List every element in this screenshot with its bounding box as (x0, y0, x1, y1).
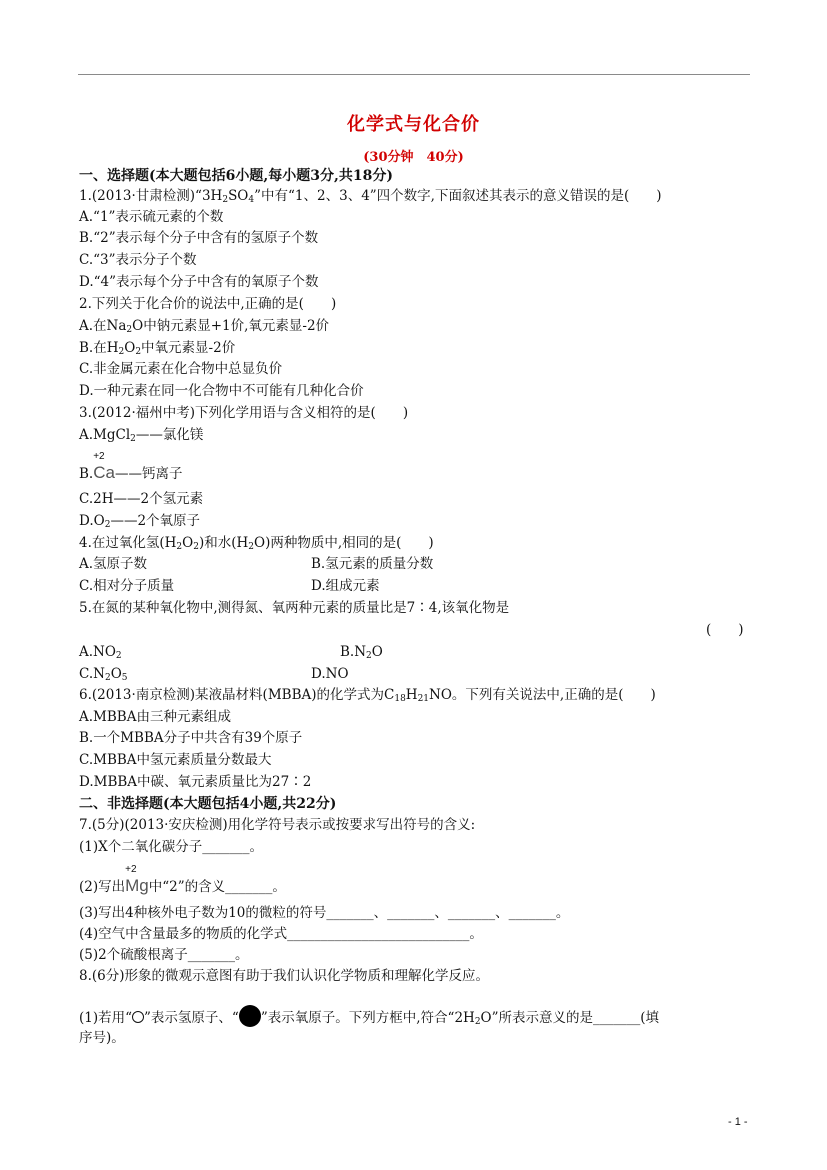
q3-option-b: B. +2 Ca——钙离子 (79, 451, 183, 482)
q4-stem: 4.在过氧化氢$(H_2O_2)$和水$(H_2O)$两种物质中,相同的是( ) (79, 535, 434, 552)
q3-option-c: C.2H——2个氢元素 (79, 491, 204, 507)
filled-circle-icon (239, 1005, 261, 1027)
q3-stem: 3.(2012·福州中考)下列化学用语与含义相符的是( ) (79, 405, 409, 421)
calcium-charge: +2 (93, 451, 105, 462)
q6-option-c: C.MBBA中氢元素质量分数最大 (79, 752, 272, 768)
q4-option-c: C.相对分子质量 (79, 578, 175, 594)
section2-heading: 二、非选择题(本大题包括4小题,共22分) (79, 796, 337, 812)
q2-option-b: B.在$H_2O_2$中氧元素显-2价 (79, 340, 236, 357)
q2-option-d: D.一种元素在同一化合物中不可能有几种化合价 (79, 383, 364, 399)
header-rule (78, 74, 750, 75)
q5-option-b: $B.N_2O$ (340, 644, 383, 661)
q3-option-d: $D.O_2——2$个氧原子 (79, 513, 201, 530)
q5-option-a: $A.NO_2$ (79, 644, 122, 661)
q2-stem: 2.下列关于化合价的说法中,正确的是( ) (79, 296, 337, 312)
page-title: 化学式与化合价 (347, 114, 480, 135)
q6-option-d: D.MBBA中碳、氧元素质量比为27∶2 (79, 774, 312, 790)
q7-part3: (3)写出4种核外电子数为10的微粒的符号_______、_______、_______、_______。 (79, 905, 570, 921)
q5-answer-blank: ( ) (706, 622, 744, 638)
q1-option-d: D.“4”表示每个分子中含有的氧原子个数 (79, 274, 319, 290)
q1-option-c: C.“3”表示分子个数 (79, 252, 197, 268)
magnesium-charge: +2 (125, 864, 137, 875)
q8-part1: (1)若用“ ”表示氢原子、“ ”表示氧原子。下列方框中,符合“$2H_2O$”所表示意义的是_______(填 (79, 1005, 659, 1027)
q1-option-b: B.“2”表示每个分子中含有的氢原子个数 (79, 230, 319, 246)
q8-stem: 8.(6分)形象的微观示意图有助于我们认识化学物质和理解化学反应。 (79, 968, 490, 984)
magnesium-symbol: Mg (125, 876, 149, 895)
q6-option-b: B.一个MBBA分子中共含有39个原子 (79, 730, 303, 746)
q1-option-a: A.“1”表示硫元素的个数 (79, 209, 224, 225)
q7-part1: (1)X个二氧化碳分子_______。 (79, 839, 263, 855)
q4-option-d: D.组成元素 (311, 578, 380, 594)
q6-stem: 6.(2013·南京检测)某液晶材料(MBBA)的化学式为$C_{18}H_{21}NO$。下列有关说法中,正确的是( ) (79, 687, 656, 704)
q8-part1-continued: 序号)。 (79, 1030, 125, 1046)
q7-part4: (4)空气中含量最多的物质的化学式___________________________。 (79, 926, 483, 942)
q3-option-a: A.MgCl$_2$——氯化镁 (79, 427, 204, 444)
q5-stem: 5.在氮的某种氧化物中,测得氮、氧两种元素的质量比是7∶4,该氧化物是 (79, 600, 510, 616)
open-circle-icon (132, 1011, 144, 1023)
q2-option-c: C.非金属元素在化合物中总显负价 (79, 361, 283, 377)
q7-part5: (5)2个硫酸根离子_______。 (79, 947, 249, 963)
q2-option-a: A.在$Na_2O$中钠元素显+1价,氧元素显-2价 (79, 318, 330, 335)
q6-option-a: A.MBBA由三种元素组成 (79, 709, 231, 725)
q1-stem: 1.(2013·甘肃检测)“$3H_2SO_4$”中有“1、2、3、4”四个数字,下面叙述其表示的意义错误的是( ) (79, 188, 662, 205)
q5-option-d: D.NO (311, 666, 349, 682)
q7-part2: (2)写出 +2 Mg中“2”的含义_______。 (79, 864, 286, 895)
section1-heading: 一、选择题(本大题包括6小题,每小题3分,共18分) (79, 168, 393, 184)
page-number: - 1 - (728, 1116, 748, 1128)
q4-option-a: A.氢原子数 (79, 556, 148, 572)
q5-option-c: $C.N_2O_5$ (79, 666, 128, 683)
q7-stem: 7.(5分)(2013·安庆检测)用化学符号表示或按要求写出符号的含义: (79, 817, 476, 833)
page-subtitle: (30分钟 40分) (363, 150, 464, 165)
q4-option-b: B.氢元素的质量分数 (311, 556, 434, 572)
calcium-symbol: Ca (93, 463, 115, 482)
